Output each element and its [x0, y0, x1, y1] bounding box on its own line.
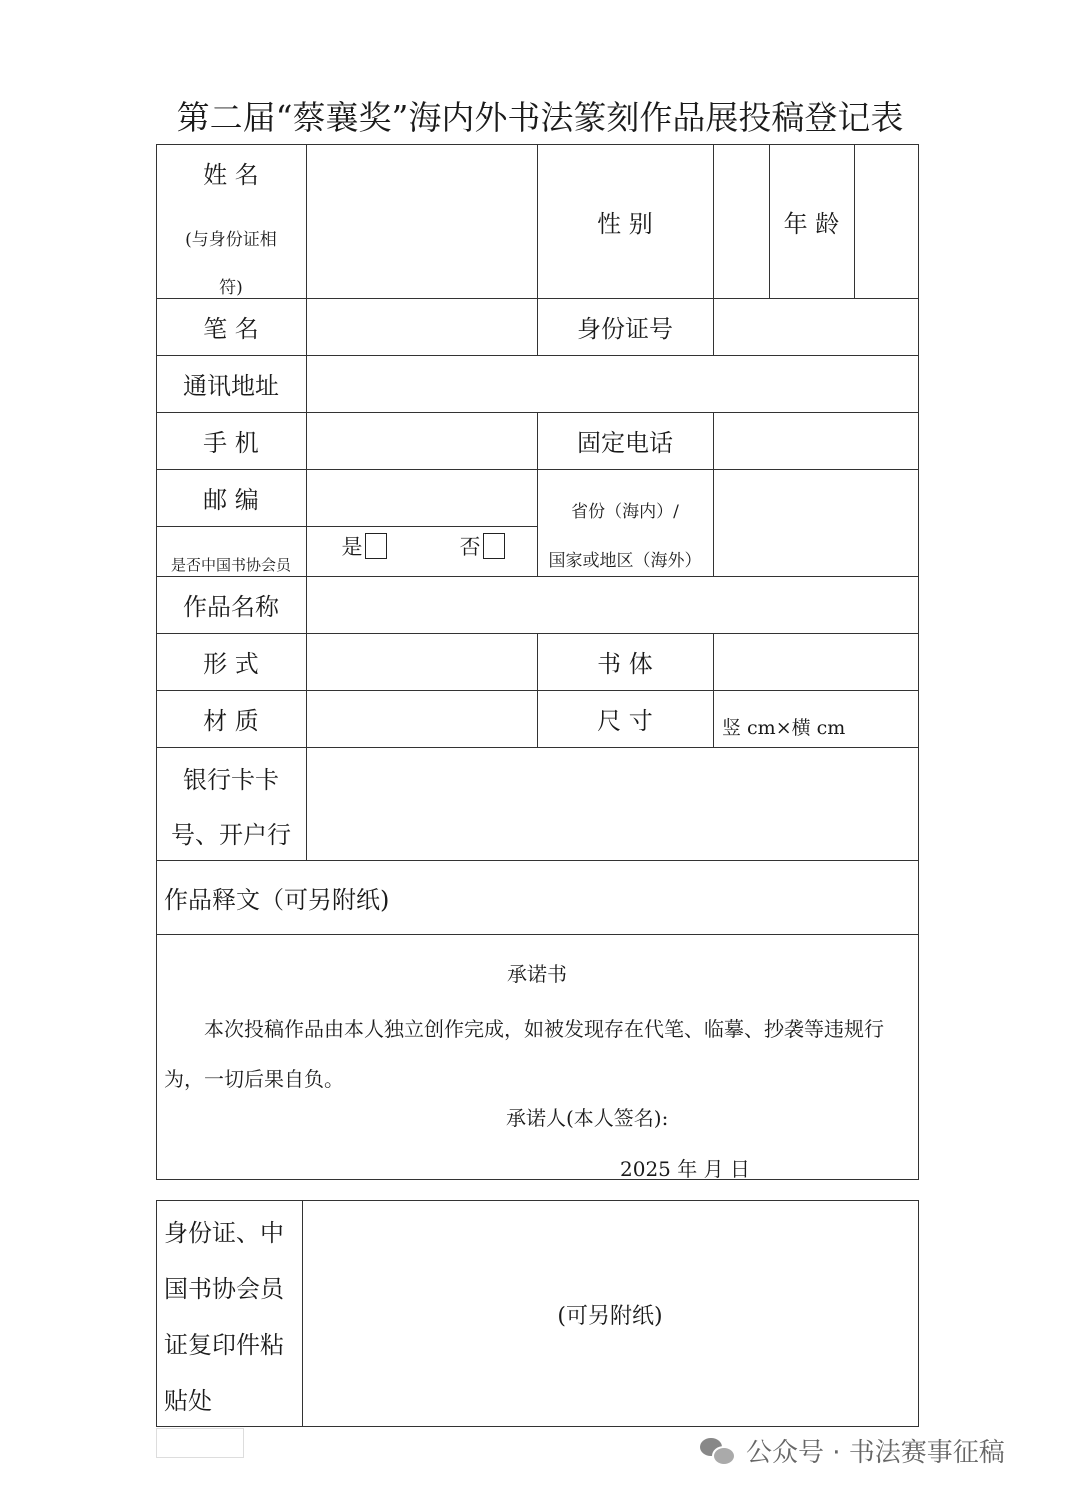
member-yes-option[interactable]	[336, 528, 392, 564]
bank-label-line2: 号、开户行	[171, 820, 291, 849]
material-field[interactable]	[306, 690, 537, 747]
script-style-field[interactable]	[713, 633, 918, 690]
age-label: 年 龄	[783, 209, 840, 238]
work-title-field[interactable]	[306, 576, 918, 633]
size-label: 尺 寸	[597, 707, 653, 735]
watermark-text: 公众号 · 书法赛事征稿	[746, 1438, 1005, 1468]
age-field[interactable]	[854, 144, 918, 298]
work-title-label: 作品名称	[183, 593, 279, 621]
postcode-field[interactable]	[306, 469, 537, 526]
pledge-signer: 承诺人(本人签名):	[506, 1106, 669, 1130]
pen-name-label: 笔 名	[203, 315, 259, 343]
material-label: 材 质	[203, 707, 259, 735]
pledge-date: 2025 年 月 日	[620, 1157, 750, 1181]
address-field[interactable]	[306, 355, 918, 412]
wechat-icon	[700, 1436, 736, 1466]
member-no-checkbox[interactable]	[483, 533, 505, 559]
pen-name-field[interactable]	[306, 298, 537, 355]
bank-label-line1: 银行卡卡	[183, 765, 279, 794]
province-label-line1: 省份（海内）/	[571, 501, 679, 522]
transcription-label: 作品释文（可另附纸)	[164, 885, 390, 914]
id-number-field[interactable]	[713, 298, 918, 355]
attachment-label-line4: 贴处	[164, 1386, 212, 1415]
name-field[interactable]	[306, 148, 537, 298]
member-no-option[interactable]	[454, 528, 510, 564]
watermark	[700, 1432, 1005, 1469]
id-number-label: 身份证号	[577, 315, 673, 343]
bank-field[interactable]	[306, 747, 918, 860]
landline-field[interactable]	[713, 412, 918, 469]
member-no-label: 否	[459, 535, 481, 559]
province-field[interactable]	[713, 469, 918, 576]
size-field[interactable]: 竖 cm×横 cm	[722, 716, 846, 739]
pledge-title: 承诺书	[507, 962, 567, 986]
form-field[interactable]	[306, 633, 537, 690]
attachment-note: (可另附纸)	[557, 1303, 663, 1329]
attachment-area[interactable]	[302, 1200, 918, 1426]
postcode-label: 邮 编	[203, 486, 259, 514]
pledge-text: 本次投稿作品由本人独立创作完成，如被发现存在代笔、临摹、抄袭等违规行为，一切后果自负。	[164, 1017, 884, 1091]
form-title: 第二届“蔡襄奖”海内外书法篆刻作品展投稿登记表	[176, 98, 904, 137]
mobile-label: 手 机	[203, 429, 259, 457]
member-label: 是否中国书协会员	[170, 555, 291, 574]
gender-field[interactable]	[713, 144, 769, 298]
name-note-line1: (与身份证相	[185, 229, 277, 250]
attachment-label-line3: 证复印件粘	[164, 1330, 284, 1359]
member-yes-checkbox[interactable]	[365, 533, 387, 559]
form-label: 形 式	[203, 650, 259, 678]
name-note-line2: 符)	[219, 277, 243, 298]
gender-label: 性 别	[597, 209, 653, 238]
province-label-line2: 国家或地区（海外）	[548, 550, 702, 571]
landline-label: 固定电话	[577, 429, 673, 457]
mobile-field[interactable]	[306, 412, 537, 469]
member-yes-label: 是	[341, 535, 363, 559]
name-label: 姓 名	[203, 160, 259, 189]
script-style-label: 书 体	[597, 650, 653, 678]
attachment-label-line1: 身份证、中	[164, 1218, 284, 1247]
attachment-label-line2: 国书协会员	[164, 1274, 284, 1303]
page-corner-stub	[156, 1428, 244, 1458]
address-label: 通讯地址	[183, 372, 279, 400]
